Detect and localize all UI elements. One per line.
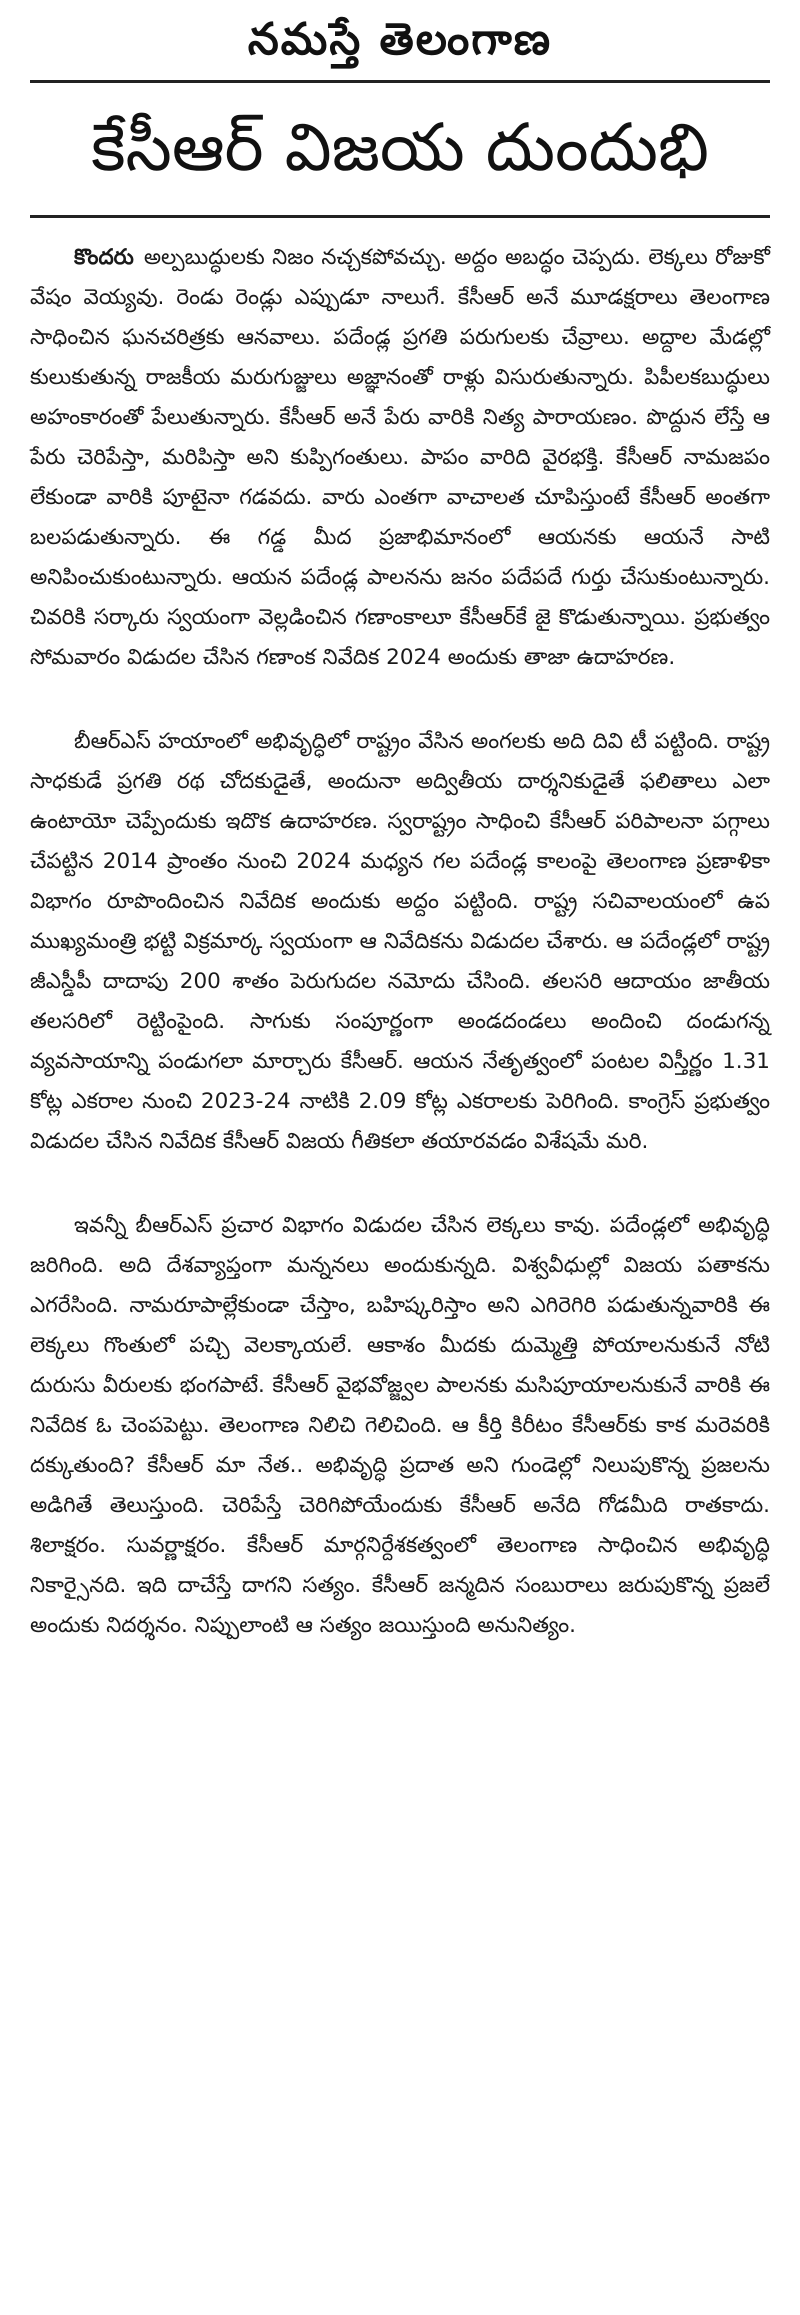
paragraph-2: బీఆర్ఎస్ హయాంలో అభివృద్ధిలో రాష్ట్రం వేసిన అంగలకు అది దివి టీ పట్టింది. రాష్ట్ర సాధకుడే ప్రగతి రథ చోదకుడైతే, అందునా అద్వితీయ దార్శనికుడైతే ఫలితాలు ఎలా ఉంటాయో చెప్పేందుకు ఇదొక ఉదాహరణ. స్వరాష్ట్రం సాధించి కేసీఆర్ పరిపాలనా పగ్గాలు చేపట్టిన 2014 ప్రాంతం నుంచి 2024 మధ్యన గల పదేండ్ల కాలంపై తెలంగాణ ప్రణాళికా విభాగం రూపొందించిన నివేదిక అందుకు అద్దం పట్టింది. రాష్ట్ర సచివాలయంలో ఉప ముఖ్యమంత్రి భట్టి విక్రమార్క స్వయంగా ఆ నివేదికను విడుదల చేశారు. ఆ పదేండ్లలో రాష్ట్ర జీఎస్డీపీ దాదాపు 200 శాతం పెరుగుదల నమోదు చేసింది. తలసరి ఆదాయం జాతీయ తలసరిలో రెట్టింపైంది. సాగుకు సంపూర్ణంగా అండదండలు అందించి దండుగన్న వ్యవసాయాన్ని పండుగలా మార్చారు కేసీఆర్. ఆయన నేతృత్వంలో పంటల విస్తీర్ణం 1.31 కోట్ల ఎకరాల నుంచి 2023-24 నాటికి 2.09 కోట్ల ఎకరాలకు పెరిగింది. కాంగ్రెస్ ప్రభుత్వం విడుదల చేసిన నివేదిక కేసీఆర్ విజయ గీతికలా తయారవడం విశేషమే మరి. <box>30 729 770 1154</box>
dateline: కొందరు <box>74 245 134 270</box>
masthead-title: నమస్తే తెలంగాణ <box>247 14 553 65</box>
bottom-rule <box>30 215 770 218</box>
headline: కేసీఆర్ విజయ దుందుభి <box>91 109 709 186</box>
paragraph-1-text: అల్పబుద్ధులకు నిజం నచ్చకపోవచ్చు. అద్దం అబద్ధం చెప్పదు. లెక్కలు రోజుకో వేషం వెయ్యవు. రెండు రెండ్లు ఎప్పుడూ నాలుగే. కేసీఆర్ అనే మూడక్షరాలు తెలంగాణ సాధించిన ఘనచరిత్రకు ఆనవాలు. పదేండ్ల ప్రగతి పరుగులకు చేవ్రాలు. అద్దాల మేడల్లో కులుకుతున్న రాజకీయ మరుగుజ్జులు అజ్ఞానంతో రాళ్లు విసురుతున్నారు. పిపీలకబుద్ధులు అహంకారంతో పేలుతున్నారు. కేసీఆర్ అనే పేరు వారికి నిత్య పారాయణం. పొద్దున లేస్తే ఆ పేరు చెరిపేస్తా, మరిపిస్తా అని కుప్పిగంతులు. పాపం వారిది వైరభక్తి. కేసీఆర్ నామజపం లేకుండా వారికి పూటైనా గడవదు. వారు ఎంతగా వాచాలత చూపిస్తుంటే కేసీఆర్ అంతగా బలపడుతున్నారు. ఈ గడ్డ మీద ప్రజాభిమానంలో ఆయనకు ఆయనే సాటి అనిపించుకుంటున్నారు. ఆయన పదేండ్ల పాలనను జనం పదేపదే గుర్తు చేసుకుంటున్నారు. చివరికి సర్కారు స్వయంగా వెల్లడించిన గణాంకాలూ కేసీఆర్‌కే జై కొడుతున్నాయి. ప్రభుత్వం సోమవారం విడుదల చేసిన గణాంక నివేదిక 2024 అందుకు తాజా ఉదాహరణ. <box>30 245 770 670</box>
paragraph-1 <box>30 238 770 678</box>
masthead <box>30 0 770 78</box>
paragraph-3: ఇవన్నీ బీఆర్ఎస్ ప్రచార విభాగం విడుదల చేసిన లెక్కలు కావు. పదేండ్లలో అభివృద్ధి జరిగింది. అది దేశవ్యాప్తంగా మన్ననలు అందుకున్నది. విశ్వవీధుల్లో విజయ పతాకను ఎగరేసింది. నామరూపాల్లేకుండా చేస్తాం, బహిష్కరిస్తాం అని ఎగిరెగిరి పడుతున్నవారికి ఈ లెక్కలు గొంతులో పచ్చి వెలక్కాయలే. ఆకాశం మీదకు దుమ్మెత్తి పోయాలనుకునే నోటి దురుసు వీరులకు భంగపాటే. కేసీఆర్ వైభవోజ్జ్వల పాలనకు మసిపూయాలనుకునే వారికి ఈ నివేదిక ఓ చెంపపెట్టు. తెలంగాణ నిలిచి గెలిచింది. ఆ కీర్తి కిరీటం కేసీఆర్‌కు కాక మరెవరికి దక్కుతుంది? కేసీఆర్ మా నేత.. అభివృద్ధి ప్రదాత అని గుండెల్లో నిలుపుకొన్న ప్రజలను అడిగితే తెలుస్తుంది. చెరిపేస్తే చెరిగిపోయేందుకు కేసీఆర్ అనేది గోడమీది రాతకాదు. శిలాక్షరం. సువర్ణాక్షరం. కేసీఆర్ మార్గనిర్దేశకత్వంలో తెలంగాణ సాధించిన అభివృద్ధి నికార్సైనది. ఇది దాచేస్తే దాగని సత్యం. కేసీఆర్ జన్మదిన సంబురాలు జరుపుకొన్న ప్రజలే అందుకు నిదర్శనం. నిప్పులాంటి ఆ సత్యం జయిస్తుంది అనునిత్యం. <box>30 1213 770 1638</box>
article-body <box>30 238 770 1646</box>
